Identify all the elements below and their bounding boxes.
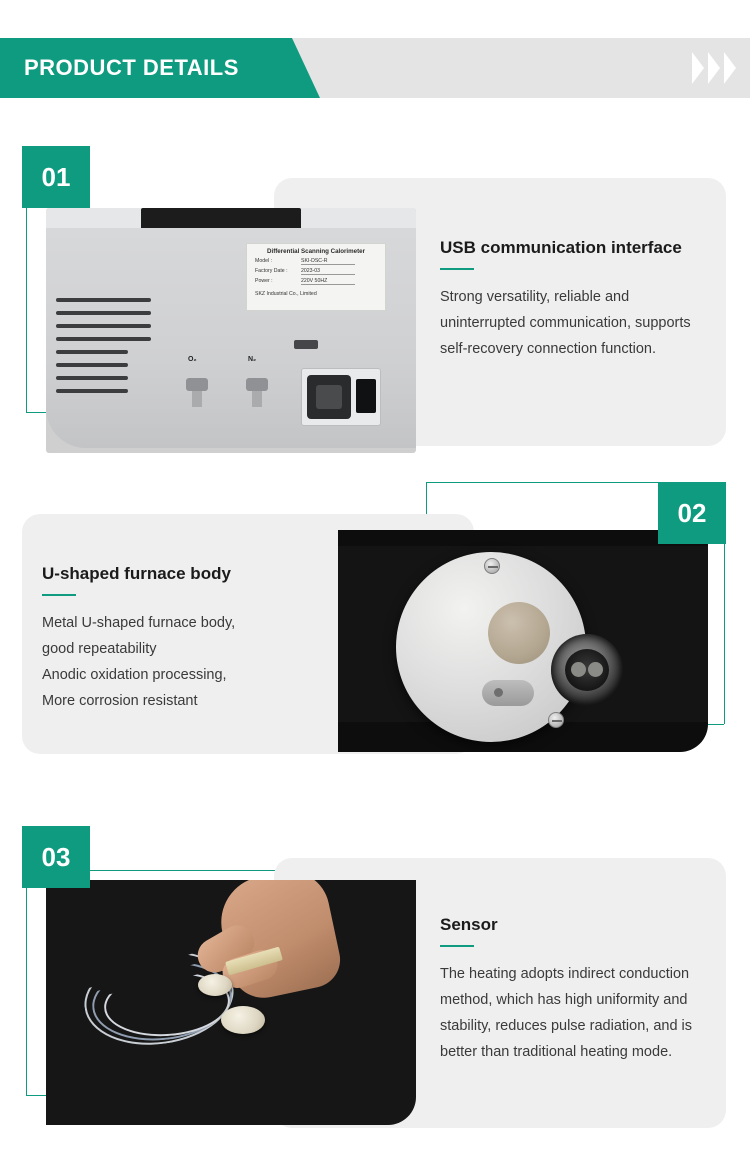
feature-body-03: The heating adopts indirect conduction method, which has high uniformity and stability, reduces pulse radiation, and is better than traditional heating mode. [440, 966, 693, 1060]
connector-line-down [426, 482, 427, 514]
spec-label-key: Power : [255, 278, 273, 284]
feature-body-02 [42, 610, 312, 714]
vent-slot [56, 324, 151, 328]
reference-pan [588, 662, 603, 677]
spec-label-value: 2023-03 [301, 268, 355, 275]
feature-text-02 [42, 564, 312, 714]
feature-body-line: More corrosion resistant [42, 693, 198, 709]
vent-slot [56, 376, 128, 380]
feature-item-03 [0, 820, 750, 1140]
gas-port-o2 [186, 378, 208, 408]
furnace-disc [396, 552, 586, 742]
instrument-spec-label [246, 243, 386, 311]
spec-label-key: Factory Date : [255, 268, 288, 274]
spec-label-value: 220V 50HZ [301, 278, 355, 285]
spec-label-company: SKZ Industrial Co., Limited [255, 291, 317, 297]
vent-grille [56, 298, 151, 402]
instrument-handle [141, 208, 301, 230]
vent-slot [56, 337, 151, 341]
sensor-in-hand-photo [46, 880, 416, 1125]
power-inlet-assembly [301, 368, 381, 426]
furnace-lid [488, 602, 550, 664]
feature-text-01 [440, 238, 706, 362]
vent-slot [56, 311, 151, 315]
screw-icon [484, 558, 500, 574]
vent-slot [56, 389, 128, 393]
title-underline [42, 594, 76, 596]
spec-label-value: SKI-DSC-R [301, 258, 355, 265]
furnace-latch [482, 680, 534, 706]
page-title: PRODUCT DETAILS [24, 55, 239, 80]
spec-label-heading: Differential Scanning Calorimeter [267, 248, 365, 255]
furnace-bore [551, 634, 623, 706]
vent-slot [56, 363, 128, 367]
usb-port [294, 340, 318, 349]
chevron-right-icon [708, 52, 720, 84]
sample-pan [571, 662, 586, 677]
furnace-body-photo [338, 530, 708, 752]
title-underline [440, 268, 474, 270]
iec-power-socket [307, 375, 351, 419]
gas-port-o2-label: O₂ [188, 356, 197, 363]
feature-body-01: Strong versatility, reliable and uninterrupted communication, supports self-recovery connection function. [440, 289, 691, 357]
step-number-03: 03 [22, 826, 90, 888]
connector-line-left [26, 178, 27, 413]
sensor-pan [221, 1006, 265, 1034]
gas-port-n2-label: N₂ [248, 356, 257, 363]
page-header [0, 38, 750, 98]
connector-line-left [26, 856, 27, 1096]
sensor-pan [198, 974, 232, 996]
step-number-02: 02 [658, 482, 726, 544]
screw-icon [548, 712, 564, 728]
connector-line-top [426, 482, 662, 483]
feature-body-line: Anodic oxidation processing, [42, 667, 227, 683]
spec-label-row [255, 258, 385, 265]
vent-slot [56, 298, 151, 302]
power-switch [356, 379, 376, 413]
feature-item-02 [0, 478, 750, 788]
chevron-right-icon [692, 52, 704, 84]
feature-text-03 [440, 915, 712, 1065]
chevron-group [692, 52, 736, 84]
vent-slot [56, 350, 128, 354]
chevron-right-icon [724, 52, 736, 84]
spec-label-key: Model : [255, 258, 273, 264]
spec-label-row [255, 268, 385, 275]
gas-port-n2 [246, 378, 268, 408]
feature-body-line: Metal U-shaped furnace body, [42, 615, 236, 631]
feature-title-01: USB communication interface [440, 238, 682, 257]
feature-title-02: U-shaped furnace body [42, 564, 231, 583]
furnace-cavity [565, 649, 609, 691]
feature-body-line: good repeatability [42, 641, 157, 657]
spec-label-row [255, 278, 385, 285]
connector-line-right [724, 544, 725, 724]
feature-item-01 [0, 140, 750, 450]
feature-title-03: Sensor [440, 915, 498, 934]
step-number-01: 01 [22, 146, 90, 208]
instrument-rear-panel-photo [46, 208, 416, 453]
title-underline [440, 945, 474, 947]
